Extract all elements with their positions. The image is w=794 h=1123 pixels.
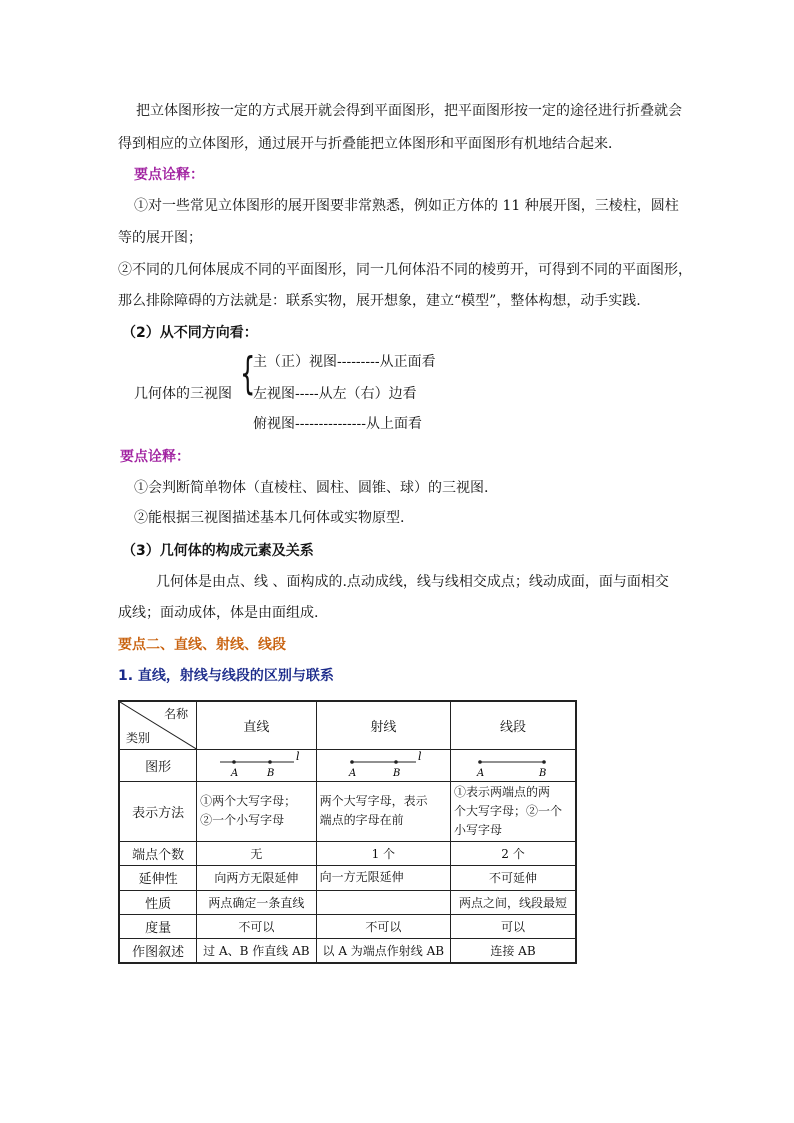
point-label: B (267, 768, 275, 779)
cell-line: 小写字母 (454, 822, 503, 837)
view-item: 左视图-----从左（右）边看 (253, 386, 417, 402)
header-ray: 射线 (316, 701, 450, 749)
table-cell: 向一方无限延伸 (316, 865, 450, 890)
table-cell: 不可以 (197, 914, 316, 938)
cell-line: ②一个小写字母 (200, 813, 285, 827)
table-cell: 2 个 (451, 841, 576, 865)
note-title: 要点诠释： (120, 449, 190, 465)
key-point-title: 要点二、直线、射线、线段 (118, 637, 286, 653)
table-cell: 无 (197, 841, 316, 865)
cell-line: 端点的字母在前 (319, 813, 404, 827)
note-paragraph: 那么排除障碍的方法就是：联系实物，展开想象，建立“模型”，整体构想，动手实践. (118, 293, 641, 309)
corner-bottom-label: 类别 (126, 730, 151, 745)
point-label: A (477, 768, 485, 779)
line-figure (200, 750, 314, 780)
table-header-row (119, 701, 576, 749)
header-segment: 线段 (451, 701, 576, 749)
figure-ray-cell (316, 749, 450, 781)
row-label: 图形 (119, 749, 197, 781)
table-cell: 过 A、B 作直线 AB (197, 938, 316, 963)
comparison-table (118, 700, 577, 964)
table-cell (451, 781, 576, 841)
table-cell: 以 A 为端点作射线 AB (316, 938, 450, 963)
table-row (119, 749, 576, 781)
note-paragraph: ②能根据三视图描述基本几何体或实物原型. (134, 510, 405, 526)
view-item: 俯视图---------------从上面看 (253, 416, 422, 432)
table-cell: 1 个 (316, 841, 450, 865)
table-cell: 不可以 (316, 914, 450, 938)
row-label: 端点个数 (119, 841, 197, 865)
three-views-label: 几何体的三视图 (134, 386, 232, 402)
note-paragraph: ①会判断简单物体（直棱柱、圆柱、圆锥、球）的三视图. (134, 480, 489, 496)
row-label: 表示方法 (119, 781, 197, 841)
header-line: 直线 (197, 701, 316, 749)
intro-line-2: 得到相应的立体图形，通过展开与折叠能把立体图形和平面图形有机地结合起来． (118, 136, 622, 152)
brace-icon: { (240, 348, 256, 399)
table-row (119, 914, 576, 938)
cell-line: ①两个大写字母； (200, 794, 297, 808)
row-label: 度量 (119, 914, 197, 938)
note-paragraph: 等的展开图； (118, 230, 202, 246)
segment-figure (454, 750, 574, 780)
cell-line: 两个大写字母，表示 (319, 794, 428, 808)
table-row (119, 938, 576, 963)
section-paragraph: 成线；面动成体，体是由面组成. (118, 605, 319, 621)
line-label: l (296, 750, 300, 763)
subsection-title: 1. 直线，射线与线段的区别与联系 (118, 668, 334, 684)
note-title: 要点诠释： (134, 167, 204, 183)
table-row (119, 841, 576, 865)
table-cell: 连接 AB (451, 938, 576, 963)
point-label: A (348, 768, 356, 779)
intro-line-1: 把立体图形按一定的方式展开就会得到平面图形，把平面图形按一定的途径进行折叠就会 (136, 103, 682, 119)
table-cell: 两点之间，线段最短 (451, 890, 576, 914)
row-label: 延伸性 (119, 865, 197, 890)
line-label: l (417, 750, 422, 763)
table-cell: 不可延伸 (451, 865, 576, 890)
point-label: B (392, 768, 400, 779)
point-label: B (539, 768, 547, 779)
table-row (119, 781, 576, 841)
row-label: 作图叙述 (119, 938, 197, 963)
table-cell (316, 890, 450, 914)
ray-figure (320, 750, 449, 780)
row-label: 性质 (119, 890, 197, 914)
table-cell: 可以 (451, 914, 576, 938)
note-paragraph: ①对一些常见立体图形的展开图要非常熟悉，例如正方体的 11 种展开图，三棱柱，圆柱 (134, 198, 679, 214)
view-item: 主（正）视图---------从正面看 (253, 354, 436, 370)
table-cell: 两点确定一条直线 (197, 890, 316, 914)
table-cell: 向两方无限延伸 (197, 865, 316, 890)
figure-segment-cell (451, 749, 576, 781)
table-cell (316, 781, 450, 841)
figure-line-cell (197, 749, 316, 781)
table-row (119, 865, 576, 890)
table-row (119, 890, 576, 914)
cell-line: 个大写字母；②一个 (454, 803, 563, 818)
section-paragraph: 几何体是由点、线 、面构成的.点动成线，线与线相交成点；线动成面，面与面相交 (156, 574, 669, 590)
table-cell (197, 781, 316, 841)
cell-line: ①表示两端点的两 (454, 784, 551, 799)
point-label: A (231, 768, 239, 779)
note-paragraph: ②不同的几何体展成不同的平面图形，同一几何体沿不同的棱剪开，可得到不同的平面图形， (118, 262, 692, 278)
table-corner-cell (119, 701, 197, 749)
section-title: （2）从不同方向看： (122, 325, 258, 341)
section-title: （3）几何体的构成元素及关系 (122, 543, 314, 559)
corner-top-label: 名称 (164, 707, 189, 721)
